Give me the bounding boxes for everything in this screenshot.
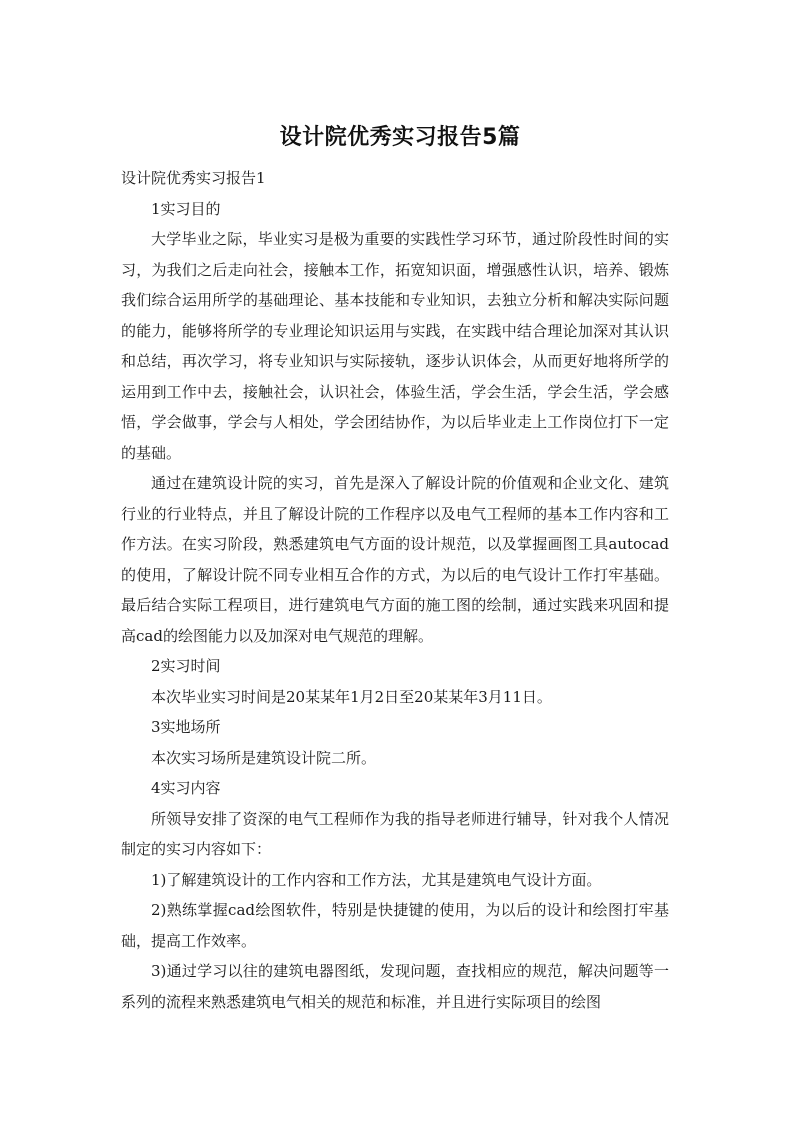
- section-heading: 设计院优秀实习报告1: [121, 169, 266, 187]
- subsection-heading: 1实习目的: [151, 199, 221, 218]
- list-item: 3)通过学习以往的建筑电器图纸，发现问题，查找相应的规范，解决问题等一系列的流程来熟悉建筑电气相关的规范和标准，并且进行实际项目的绘图: [121, 962, 669, 1011]
- subsection-heading: 2实习时间: [151, 657, 221, 675]
- list-item: 1)了解建筑设计的工作内容和工作方法，尤其是建筑电气设计方面。: [151, 870, 602, 889]
- document-body: [121, 163, 669, 1017]
- body-paragraph: 本次毕业实习时间是20某某年1月2日至20某某年3月11日。: [151, 687, 552, 706]
- subsection-heading: 3实地场所: [151, 718, 221, 736]
- subsection-heading: 4实习内容: [151, 779, 221, 797]
- body-paragraph: 所领导安排了资深的电气工程师作为我的指导老师进行辅导，针对我个人情况制定的实习内容如下：: [121, 809, 669, 858]
- body-paragraph: 通过在建筑设计院的实习，首先是深入了解设计院的价值观和企业文化、建筑行业的行业特点，并且了解设计院的工作程序以及电气工程师的基本工作内容和工作方法。在实习阶段，熟悉建筑电气方面的设计规范，以及掌握画图工具autocad的使用，了解设计院不同专业相互合作的方式，为以后的电气设计工作打牢基础。最后结合实际工程项目，进行建筑电气方面的施工图的绘制，通过实践来巩固和提高cad的绘图能力以及加深对电气规范的理解。: [121, 474, 669, 645]
- document-title: 设计院优秀实习报告5篇: [279, 125, 521, 150]
- body-paragraph: 大学毕业之际，毕业实习是极为重要的实践性学习环节，通过阶段性时间的实习，为我们之后走向社会，接触本工作，拓宽知识面，增强感性认识，培养、锻炼我们综合运用所学的基础理论、基本技能和专业知识，去独立分析和解决实际问题的能力，能够将所学的专业理论知识运用与实践，在实践中结合理论加深对其认识和总结，再次学习，将专业知识与实际接轨，逐步认识体会，从而更好地将所学的运用到工作中去，接触社会，认识社会，体验生活，学会生活，学会生活，学会感悟，学会做事，学会与人相处，学会团结协作，为以后毕业走上工作岗位打下一定的基础。: [121, 230, 669, 462]
- list-item: 2)熟练掌握cad绘图软件，特别是快捷键的使用，为以后的设计和绘图打牢基础，提高工作效率。: [121, 901, 669, 950]
- body-paragraph: 本次实习场所是建筑设计院二所。: [151, 748, 377, 767]
